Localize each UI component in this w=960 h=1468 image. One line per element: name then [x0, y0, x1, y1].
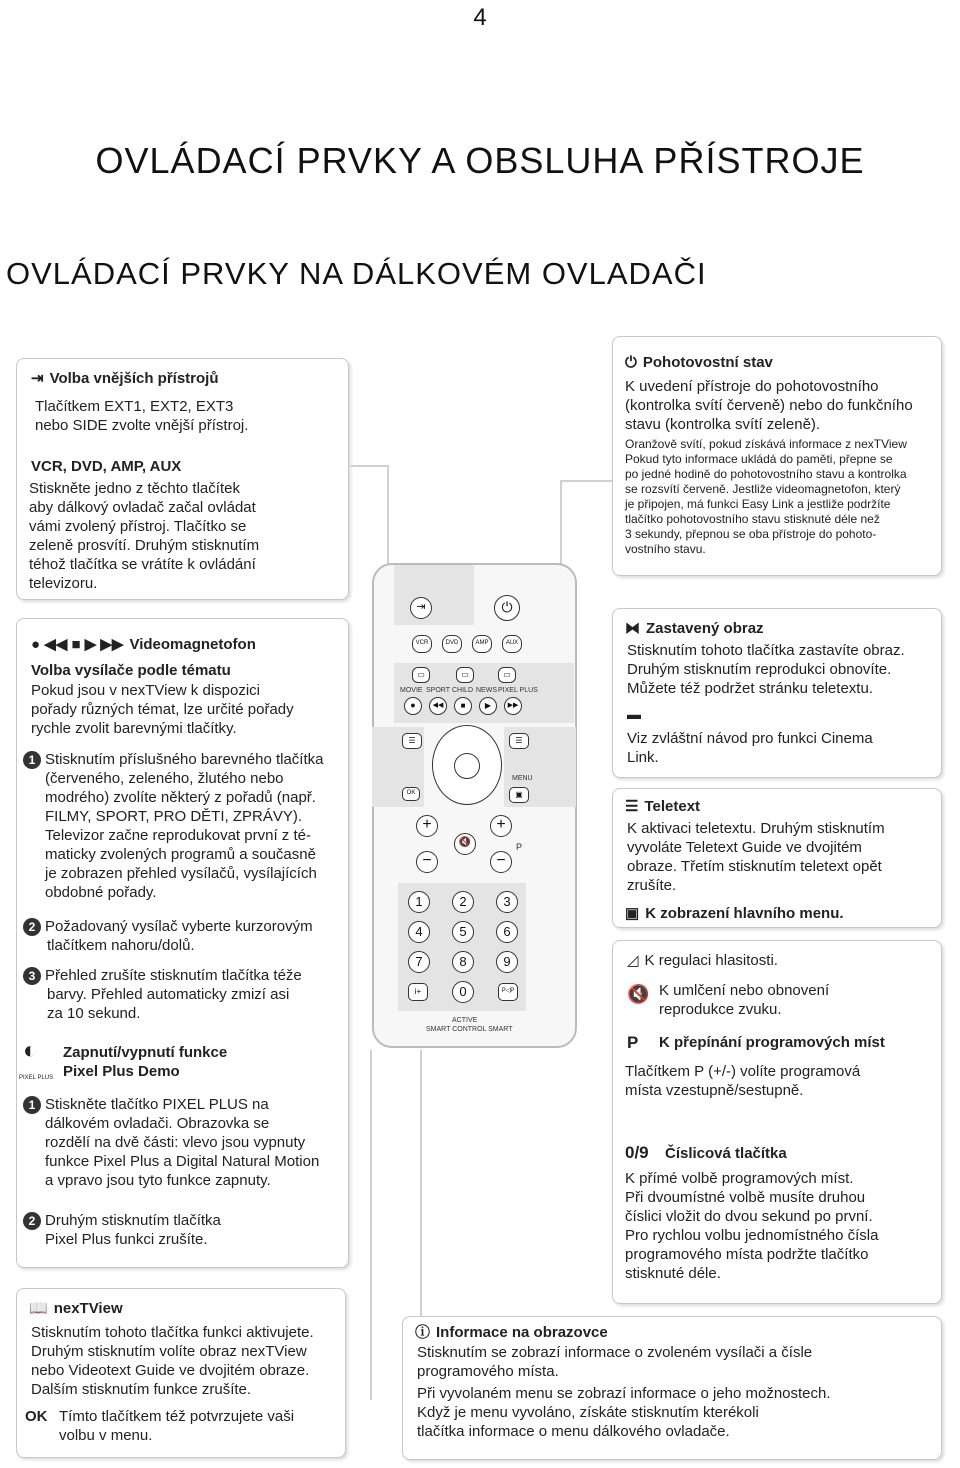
text-line: vámi zvolený přístroj. Tlačítko se: [29, 518, 247, 535]
menu-icon: ▣: [625, 905, 640, 922]
text-line: Když je menu vyvoláno, získáte stisknutím kterékoli: [417, 1404, 759, 1421]
step-2: 2 Požadovaný vysílač vyberte kurzorovým: [23, 917, 313, 936]
digit-5-button[interactable]: 5: [452, 921, 474, 943]
connector-line: [370, 1050, 372, 1400]
text-line: pořady různých témat, lze určité pořady: [31, 701, 294, 718]
text-line: Při dvoumístné volbě musíte druhou: [625, 1189, 866, 1206]
amp-button[interactable]: AMP: [472, 635, 492, 653]
text-line: Televizor začne reprodukovat první z té-: [45, 827, 311, 844]
text-line: Viz zvláštní návod pro funkci Cinema: [627, 730, 873, 747]
text-line: po jedné hodině do pohotovostního stavu a kontrolka: [625, 467, 907, 481]
freeze-icon: ⧓: [625, 620, 640, 637]
rewind-button[interactable]: ◀◀: [429, 697, 447, 715]
page-title: OVLÁDACÍ PRVKY A OBSLUHA PŘÍSTROJE: [95, 140, 865, 181]
teletext-icon: ☰: [625, 798, 639, 815]
pixel-plus-heading: Zapnutí/vypnutí funkce: [63, 1044, 228, 1061]
pixel-plus-logo: PIXEL PLUS: [19, 1075, 54, 1081]
theme-label: CHILD: [452, 687, 474, 694]
text-line: televizoru.: [29, 575, 98, 592]
text-line: je připojen, má funkci Easy Link a jestliže podržíte: [625, 497, 891, 511]
text-line: reprodukce zvuku.: [659, 1001, 782, 1018]
mute-icon: 🔇: [627, 984, 650, 1004]
video-recorder-box: [16, 618, 349, 1268]
text-line: se rozsvítí červeně. Jestliže videomagnetofon, který: [625, 482, 901, 496]
ok-button[interactable]: OK: [402, 787, 420, 801]
text-line: obdobné pořady.: [45, 884, 157, 901]
nextview-heading: 📖 nexTView: [29, 1300, 123, 1317]
text-line: programového místa.: [417, 1363, 559, 1380]
aux-button[interactable]: AUX: [502, 635, 522, 653]
menu-button[interactable]: ▣: [509, 787, 529, 803]
digit-3-button[interactable]: 3: [496, 891, 518, 913]
theme-heading: Volba vysílače podle tématu: [31, 662, 231, 679]
text-line: tlačítko pohotovostního stavu stisknuté déle než: [625, 512, 880, 526]
connector-line: [560, 480, 562, 565]
text-line: Tlačítkem EXT1, EXT2, EXT3: [35, 398, 234, 415]
theme-label: MOVIE: [400, 687, 423, 694]
volume-down-button[interactable]: −: [416, 851, 438, 873]
vcr-heading: VCR, DVD, AMP, AUX: [31, 458, 182, 475]
digit-4-button[interactable]: 4: [408, 921, 430, 943]
pixel-plus-heading: Pixel Plus Demo: [63, 1063, 180, 1080]
text-line: tlačítka informace o menu dálkového ovladače.: [417, 1423, 730, 1440]
standby-heading: ⏻ Pohotovostní stav: [625, 354, 773, 371]
digits-label: 0/9: [625, 1143, 649, 1162]
text-line: nebo SIDE zvolte vnější přístroj.: [35, 417, 249, 434]
record-rewind-stop-play-ffwd-icons: ● ◀◀ ■ ▶ ▶▶: [31, 636, 124, 653]
text-line: FILMY, SPORT, PRO DĚTI, ZPRÁVY).: [45, 808, 302, 825]
record-button[interactable]: ●: [404, 697, 422, 715]
digit-9-button[interactable]: 9: [496, 951, 518, 973]
cinema-link-button[interactable]: ▭: [498, 667, 516, 683]
text-line: dálkovém ovladači. Obrazovka se: [45, 1115, 270, 1132]
text-line: 3 sekundy, přepnou se oba přístroje do pohoto-: [625, 527, 877, 541]
text-line: (červeného, zeleného, žlutého nebo: [45, 770, 284, 787]
text-line: Dalším stisknutím funkce zrušíte.: [31, 1381, 252, 1398]
digit-1-button[interactable]: 1: [408, 891, 430, 913]
text-line: místa vzestupně/sestupně.: [625, 1082, 804, 1099]
info-button[interactable]: i+: [408, 983, 428, 1001]
text-line: obraze. Třetím stisknutím teletext opět: [627, 858, 882, 875]
connector-line: [348, 465, 388, 467]
digit-8-button[interactable]: 8: [452, 951, 474, 973]
page-number: 4: [473, 4, 487, 31]
nextview-box: [16, 1288, 346, 1458]
vcr-button[interactable]: VCR: [412, 635, 432, 653]
info-box: [402, 1316, 942, 1460]
ext-input-icon: ⇥: [31, 370, 44, 387]
remote-control: [372, 563, 577, 1048]
text-line: Stisknutím tohoto tlačítka funkci aktivujete.: [31, 1324, 314, 1341]
text-line: Tímto tlačítkem též potvrzujete vaši: [59, 1408, 295, 1425]
text-line: (kontrolka svítí červeně) nebo do funkčního: [625, 397, 913, 414]
power-icon: ⏻: [625, 354, 637, 371]
text-line: stisknuté déle.: [625, 1265, 721, 1282]
text-line: funkce Pixel Plus a Digital Natural Motion: [45, 1153, 320, 1170]
ok-label: OK: [25, 1408, 48, 1425]
text-line: tlačítkem nahoru/dolů.: [47, 937, 195, 954]
text-line: je zobrazen přehled vysílačů, vysílajících: [45, 865, 317, 882]
volume-program-box: [612, 940, 942, 1304]
teletext-right-button[interactable]: ☰: [509, 733, 529, 749]
text-line: Stiskněte jedno z těchto tlačítek: [29, 480, 240, 497]
external-devices-box: [16, 358, 349, 600]
freeze-button[interactable]: ▭: [456, 667, 474, 683]
volume-line: ◿ K regulaci hlasitosti.: [627, 952, 778, 969]
text-line: K přímé volbě programových míst.: [625, 1170, 854, 1187]
power-button[interactable]: ⏻: [494, 595, 520, 621]
pp-step-1: 1 Stiskněte tlačítko PIXEL PLUS na: [23, 1095, 269, 1114]
text-line: číslici vložit do dvou sekund po první.: [625, 1208, 873, 1225]
text-line: vyvoláte Teletext Guide ve dvojitém: [627, 839, 862, 856]
theme-label: SPORT: [426, 687, 450, 694]
program-p-label: P: [627, 1033, 639, 1052]
text-line: zeleně prosvítí. Druhým stisknutím: [29, 537, 260, 554]
text-line: Pokud tyto informace ukládá do paměti, přepne se: [625, 452, 893, 466]
menu-line: ▣ K zobrazení hlavního menu.: [625, 905, 844, 922]
text-line: a vpravo jsou tyto funkce zapnuty.: [45, 1172, 271, 1189]
standby-box: [612, 336, 942, 576]
text-line: K umlčení nebo obnovení: [659, 982, 830, 999]
text-line: nebo Videotext Guide ve dvojitém obraze.: [31, 1362, 310, 1379]
nav-center-button[interactable]: [454, 753, 480, 779]
text-line: maticky zvolených programů a současně: [45, 846, 316, 863]
step-1: 1 Stisknutím příslušného barevného tlačítka: [23, 750, 323, 769]
step-3: 3 Přehled zrušíte stisknutím tlačítka téže: [23, 966, 302, 985]
fast-forward-button[interactable]: ▶▶: [504, 697, 522, 715]
video-heading: ● ◀◀ ■ ▶ ▶▶ Videomagnetofon: [31, 636, 256, 653]
theme-label: PIXEL PLUS: [498, 687, 538, 694]
dvd-button[interactable]: DVD: [442, 635, 462, 653]
pip-button[interactable]: P◁P: [498, 983, 518, 1001]
program-label: P: [516, 842, 523, 852]
text-line: modrého) zvolíte některý z pořadů (např.: [45, 789, 316, 806]
program-down-button[interactable]: −: [490, 851, 512, 873]
cinema-link-icon: ▬: [627, 706, 641, 722]
info-heading: ⓘ Informace na obrazovce: [415, 1324, 608, 1341]
text-line: Můžete též podržet stránku teletextu.: [627, 680, 873, 697]
volume-up-button[interactable]: +: [416, 815, 438, 837]
digits-heading: Číslicová tlačítka: [665, 1145, 787, 1162]
info-icon: ⓘ: [415, 1324, 431, 1341]
book-icon: 📖: [29, 1300, 48, 1317]
mute-button[interactable]: 🔇: [454, 833, 476, 855]
ext-source-button[interactable]: ⇥: [410, 597, 432, 619]
freeze-heading: ⧓ Zastavený obraz: [625, 620, 764, 637]
text-line: za 10 sekund.: [47, 1005, 141, 1022]
digit-7-button[interactable]: 7: [408, 951, 430, 973]
theme-label: NEWS: [476, 687, 497, 694]
text-line: Pixel Plus funkci zrušíte.: [45, 1231, 208, 1248]
text-line: rozdělí na dvě části: vlevo jsou vypnuty: [45, 1134, 306, 1151]
text-line: Link.: [627, 749, 659, 766]
active-label: ACTIVE: [452, 1017, 478, 1024]
text-line: Tlačítkem P (+/-) volíte programová: [625, 1063, 861, 1080]
text-line: K uvedení přístroje do pohotovostního: [625, 378, 879, 395]
text-line: stavu (kontrolka svítí zeleně).: [625, 416, 821, 433]
connector-line: [420, 1050, 422, 1320]
freeze-box: [612, 608, 942, 778]
text-line: Pokud jsou v nexTView k dispozici: [31, 682, 260, 699]
text-line: vostního stavu.: [625, 542, 706, 556]
text-line: Druhým stisknutím volíte obraz nexTView: [31, 1343, 307, 1360]
text-line: rychle zvolit barevnými tlačítky.: [31, 720, 237, 737]
text-line: programového místa podržte tlačítko: [625, 1246, 869, 1263]
text-line: K aktivaci teletextu. Druhým stisknutím: [627, 820, 885, 837]
text-line: volbu v menu.: [59, 1427, 153, 1444]
connector-line: [560, 480, 612, 482]
digit-2-button[interactable]: 2: [452, 891, 474, 913]
pixel-plus-icon: ◐: [23, 1037, 38, 1064]
text-line: Oranžově svítí, pokud získává informace z nexTView: [625, 437, 907, 451]
volume-icon: ◿: [627, 952, 639, 969]
text-line: aby dálkový ovladač začal ovládat: [29, 499, 256, 516]
text-line: Při vyvolaném menu se zobrazí informace o jeho možnostech.: [417, 1385, 831, 1402]
text-line: barvy. Přehled automaticky zmizí asi: [47, 986, 290, 1003]
pp-step-2: 2 Druhým stisknutím tlačítka: [23, 1211, 221, 1230]
digit-6-button[interactable]: 6: [496, 921, 518, 943]
text-line: Stisknutím se zobrazí informace o zvoleném vysílači a čísle: [417, 1344, 813, 1361]
teletext-box: [612, 788, 942, 928]
text-line: téhož tlačítka se vrátíte k ovládání: [29, 556, 256, 573]
teletext-button[interactable]: ☰: [402, 733, 422, 749]
nextview-button[interactable]: ▭: [412, 667, 430, 683]
connector-line: [387, 465, 389, 565]
menu-label: MENU: [512, 775, 533, 782]
program-heading: K přepínání programových míst: [659, 1034, 885, 1051]
text-line: Stisknutím tohoto tlačítka zastavíte obraz.: [627, 642, 905, 659]
text-line: Pro rychlou volbu jednomístného čísla: [625, 1227, 879, 1244]
text-line: zrušíte.: [627, 877, 677, 894]
ext-heading: ⇥ Volba vnějších přístrojů: [31, 370, 219, 387]
section-title: OVLÁDACÍ PRVKY NA DÁLKOVÉM OVLADAČI: [6, 256, 707, 291]
smart-control-label: SMART CONTROL SMART: [426, 1026, 513, 1033]
text-line: Druhým stisknutím reprodukci obnovíte.: [627, 661, 892, 678]
digit-0-button[interactable]: 0: [452, 981, 474, 1003]
teletext-heading: ☰ Teletext: [625, 798, 701, 815]
stop-button[interactable]: ■: [454, 697, 472, 715]
play-button[interactable]: ▶: [479, 697, 497, 715]
program-up-button[interactable]: +: [490, 815, 512, 837]
highlight: [394, 565, 474, 625]
